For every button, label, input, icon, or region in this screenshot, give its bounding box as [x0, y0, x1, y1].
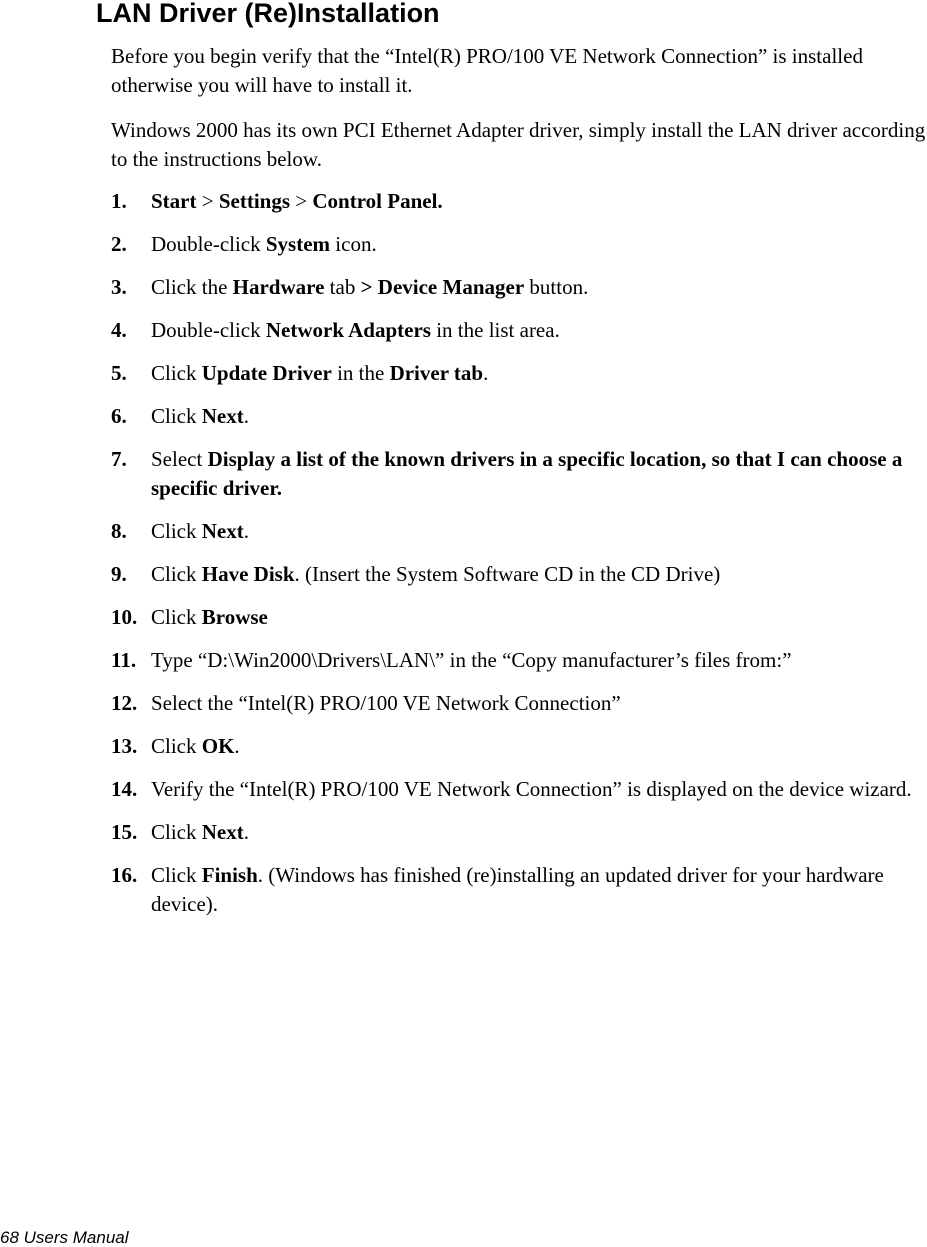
step-text-bold: Next	[201, 404, 244, 428]
step-number: 7.	[111, 447, 127, 471]
step-text-run: .	[243, 820, 249, 844]
step-text-run: .	[483, 361, 489, 385]
step-text-run: Click	[151, 519, 202, 543]
step-item	[111, 732, 927, 761]
step-item	[111, 818, 927, 847]
step-text-bold: Driver tab	[389, 361, 484, 385]
step-text-bold: Control Panel.	[312, 189, 443, 213]
step-text-run: Double-click	[151, 318, 266, 342]
step-text-run: >	[196, 189, 219, 213]
step-item	[111, 646, 927, 675]
step-item	[111, 359, 927, 388]
step-text	[151, 646, 927, 675]
step-number: 14.	[111, 777, 138, 801]
step-text-bold: System	[265, 232, 331, 256]
step-text-run: icon.	[330, 232, 377, 256]
step-text-bold: Update Driver	[201, 361, 332, 385]
step-text-run: . (Insert the System Software CD in the CD Drive)	[294, 562, 721, 586]
step-text-run: .	[234, 734, 240, 758]
step-text	[151, 187, 927, 216]
intro-paragraph-2: Windows 2000 has its own PCI Ethernet Adapter driver, simply install the LAN driver according to the instructions below.	[111, 118, 926, 171]
step-text	[151, 560, 927, 589]
step-text-run: Type “D:\Win2000\Drivers\LAN\” in the “Copy manufacturer’s files from:”	[151, 648, 792, 672]
step-number: 3.	[111, 275, 127, 299]
step-text-run: Double-click	[151, 232, 266, 256]
step-number: 11.	[111, 648, 137, 672]
step-number: 6.	[111, 404, 127, 428]
step-text-run: Click	[151, 734, 202, 758]
step-text-run: Click	[151, 605, 202, 629]
step-text-run: Verify the “Intel(R) PRO/100 VE Network Connection” is displayed on the device wizard.	[151, 777, 912, 801]
step-text-bold: Browse	[201, 605, 268, 629]
step-text	[151, 775, 927, 804]
step-item	[111, 517, 927, 546]
step-text-run: Click	[151, 361, 202, 385]
step-item	[111, 187, 927, 216]
step-text-bold: Hardware	[232, 275, 325, 299]
step-text	[151, 732, 927, 761]
step-number: 10.	[111, 605, 138, 629]
step-text	[151, 689, 927, 718]
step-item	[111, 689, 927, 718]
step-item	[111, 445, 927, 503]
step-text-bold: Start	[151, 189, 197, 213]
intro-paragraph-1: Before you begin verify that the “Intel(R) PRO/100 VE Network Connection” is installed otherwise you will have to install it.	[111, 44, 863, 97]
step-number: 5.	[111, 361, 127, 385]
step-text	[151, 517, 927, 546]
step-item	[111, 402, 927, 431]
step-text-run: .	[243, 519, 249, 543]
step-text	[151, 316, 927, 345]
step-number: 16.	[111, 863, 138, 887]
step-text-run: .	[243, 404, 249, 428]
step-text-bold: Display a list of the known drivers in a specific location, so that I can choose a specific driver.	[151, 447, 903, 500]
page-title: LAN Driver (Re)Installation	[96, 0, 440, 28]
step-item	[111, 861, 927, 919]
step-number: 9.	[111, 562, 127, 586]
step-text-bold: Network Adapters	[265, 318, 431, 342]
step-text-run: in the list area.	[430, 318, 560, 342]
page-footer: 68 Users Manual	[0, 1228, 129, 1247]
step-text-bold: OK	[201, 734, 235, 758]
step-text	[151, 273, 927, 302]
step-number: 4.	[111, 318, 127, 342]
step-text-run: Select the “Intel(R) PRO/100 VE Network Connection”	[151, 691, 621, 715]
step-text-run: . (Windows has finished (re)installing an updated driver for your hardware device).	[151, 863, 884, 916]
step-number: 13.	[111, 734, 138, 758]
step-text-bold: > Device Manager	[360, 275, 525, 299]
step-text-bold: Have Disk	[201, 562, 295, 586]
step-text-run: button.	[524, 275, 589, 299]
step-text-run: Select	[151, 447, 208, 471]
step-text-bold: Finish	[201, 863, 258, 887]
step-text	[151, 861, 927, 919]
step-text	[151, 445, 927, 503]
step-number: 8.	[111, 519, 127, 543]
step-text	[151, 230, 927, 259]
step-item	[111, 273, 927, 302]
step-text-run: Click	[151, 863, 202, 887]
step-number: 2.	[111, 232, 127, 256]
step-text-bold: Next	[201, 519, 244, 543]
instruction-steps	[111, 187, 927, 919]
step-text-run: >	[290, 189, 313, 213]
step-text	[151, 402, 927, 431]
step-item	[111, 775, 927, 804]
step-item	[111, 230, 927, 259]
step-number: 12.	[111, 691, 138, 715]
step-number: 15.	[111, 820, 138, 844]
step-text-run: Click	[151, 820, 202, 844]
step-text	[151, 603, 927, 632]
step-text-run: tab	[324, 275, 361, 299]
step-text-run: in the	[331, 361, 390, 385]
step-text-bold: Next	[201, 820, 244, 844]
step-number: 1.	[111, 189, 127, 213]
step-text-run: Click	[151, 404, 202, 428]
step-text-run: Click	[151, 562, 202, 586]
step-item	[111, 316, 927, 345]
step-text-bold: Settings	[218, 189, 291, 213]
step-item	[111, 560, 927, 589]
step-text	[151, 359, 927, 388]
step-item	[111, 603, 927, 632]
step-text-run: Click the	[151, 275, 233, 299]
step-text	[151, 818, 927, 847]
